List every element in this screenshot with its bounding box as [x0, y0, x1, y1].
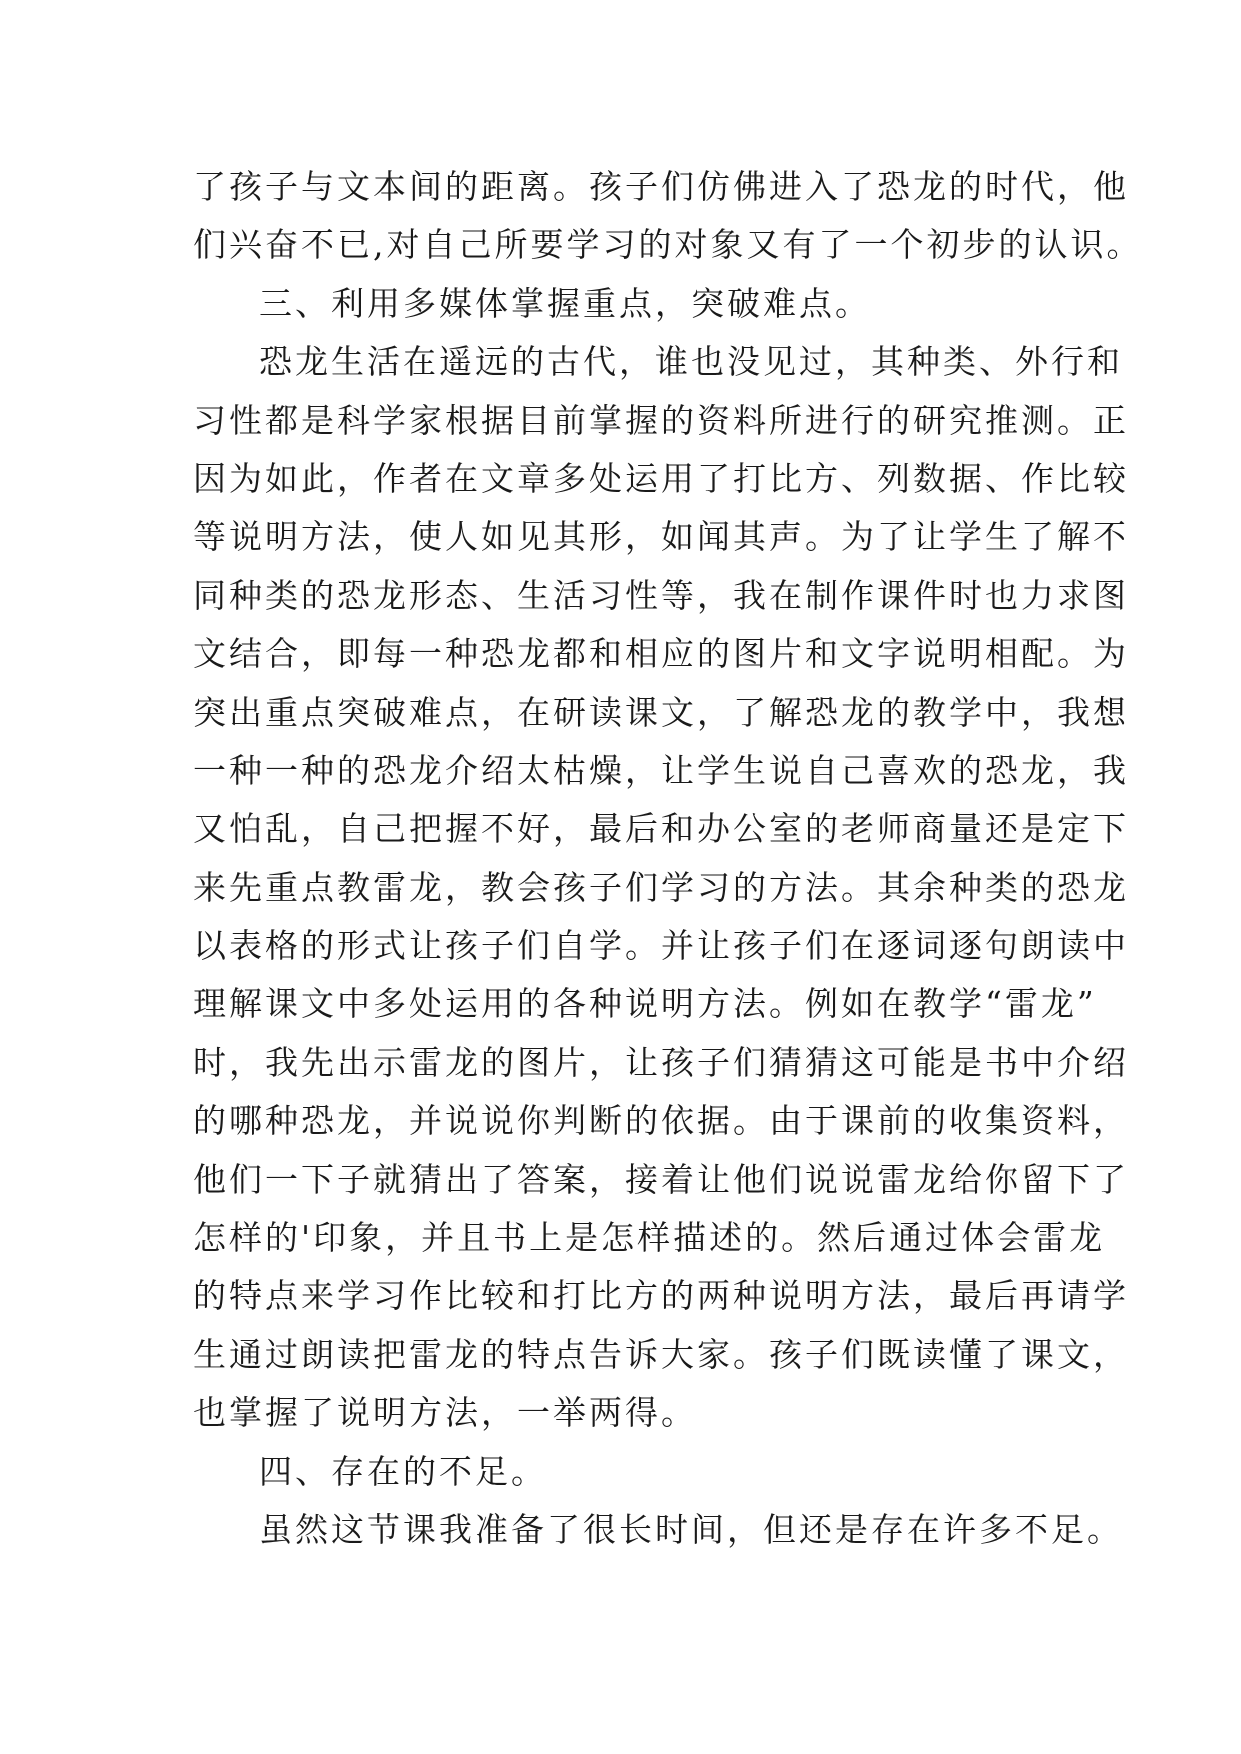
text-line: 的特点来学习作比较和打比方的两种说明方法，最后再请学	[193, 1276, 1129, 1316]
body-text	[193, 158, 1143, 1559]
text-line: 理解课文中多处运用的各种说明方法。例如在教学“雷龙”	[193, 984, 1097, 1024]
text-line: 生通过朗读把雷龙的特点告诉大家。孩子们既读懂了课文，	[193, 1334, 1129, 1374]
text-line: 习性都是科学家根据目前掌握的资料所进行的研究推测。正	[193, 400, 1129, 440]
text-line: 也掌握了说明方法，一举两得。	[193, 1393, 697, 1433]
text-line: 来先重点教雷龙，教会孩子们学习的方法。其余种类的恐龙	[193, 867, 1129, 907]
paragraph-start: 恐龙生活在遥远的古代，谁也没见过，其种类、外行和	[259, 342, 1123, 382]
text-line: 以表格的形式让孩子们自学。并让孩子们在逐词逐句朗读中	[193, 926, 1129, 966]
section-heading-4: 四、存在的不足。	[259, 1451, 547, 1491]
text-line: 一种一种的恐龙介绍太枯燥，让学生说自己喜欢的恐龙，我	[193, 750, 1129, 790]
text-line: 因为如此，作者在文章多处运用了打比方、列数据、作比较	[193, 458, 1129, 498]
text-line: 又怕乱，自己把握不好，最后和办公室的老师商量还是定下	[193, 809, 1129, 849]
text-line: 了孩子与文本间的距离。孩子们仿佛进入了恐龙的时代，他	[193, 167, 1129, 206]
text-line: 们兴奋不已,对自己所要学习的对象又有了一个初步的认识。	[193, 225, 1143, 265]
text-line: 怎样的'印象，并且书上是怎样描述的。然后通过体会雷龙	[193, 1218, 1106, 1258]
text-line: 他们一下子就猜出了答案，接着让他们说说雷龙给你留下了	[193, 1159, 1129, 1199]
text-line: 文结合，即每一种恐龙都和相应的图片和文字说明相配。为	[193, 634, 1129, 674]
section-heading-3: 三、利用多媒体掌握重点，突破难点。	[259, 283, 871, 323]
text-line: 突出重点突破难点，在研读课文，了解恐龙的教学中，我想	[193, 692, 1129, 732]
text-line: 等说明方法，使人如见其形，如闻其声。为了让学生了解不	[193, 517, 1129, 557]
text-line: 时，我先出示雷龙的图片，让孩子们猜猜这可能是书中介绍	[193, 1042, 1129, 1082]
paragraph-start: 虽然这节课我准备了很长时间，但还是存在许多不足。	[259, 1509, 1123, 1549]
text-line: 的哪种恐龙，并说说你判断的依据。由于课前的收集资料，	[193, 1101, 1129, 1141]
text-line: 同种类的恐龙形态、生活习性等，我在制作课件时也力求图	[193, 575, 1129, 615]
